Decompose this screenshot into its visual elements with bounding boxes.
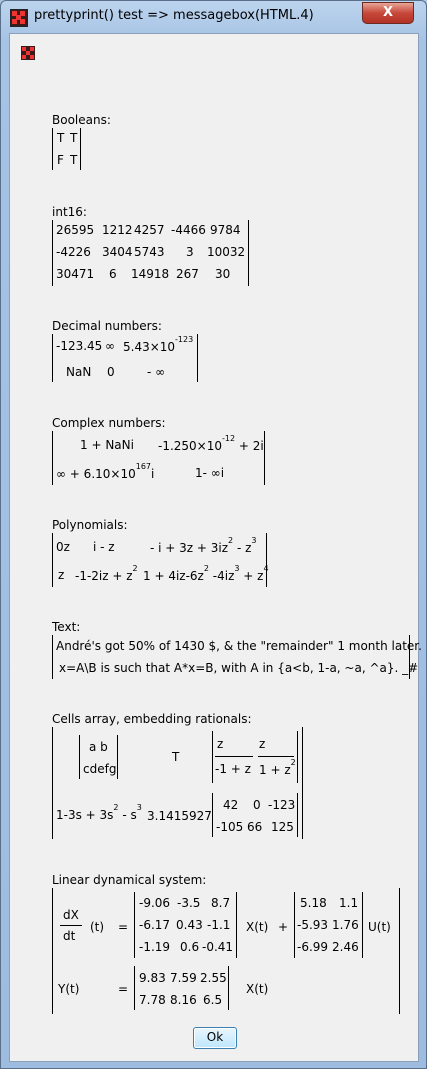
poly-cell: i - z xyxy=(93,540,115,554)
fraction-numerator: z xyxy=(217,737,224,751)
int-cell: 6 xyxy=(109,267,117,281)
text-cell: x=A\B is such that A*x=B, with A in {a<b, 1-a, ~a, ^a}. _# xyxy=(59,661,419,675)
inner-bracket xyxy=(212,793,213,837)
complex-cell: $-1.250\times 10^{-12} + 2i$ xyxy=(158,434,264,453)
derivative-numerator: dX xyxy=(63,908,79,922)
ok-button[interactable]: Ok xyxy=(193,1027,237,1049)
inner-bracket xyxy=(117,735,118,779)
poly-cell: 0z xyxy=(56,540,70,554)
a-cell: -1.1 xyxy=(207,918,231,932)
decimal-cell: - ∞ xyxy=(147,365,166,379)
title-bar[interactable] xyxy=(1,1,426,33)
matrix-bracket xyxy=(52,334,53,382)
int-cell: 267 xyxy=(176,267,199,281)
equals-sign: = xyxy=(118,982,129,996)
inner-bracket xyxy=(79,735,80,779)
bool-cell: T xyxy=(57,131,65,145)
matrix-bracket xyxy=(52,635,53,679)
app-icon xyxy=(10,9,28,27)
message-body xyxy=(9,33,422,1062)
matrix-bracket xyxy=(228,966,229,1010)
content-area xyxy=(10,34,422,1061)
cells-label: Cells array, embedding rationals: xyxy=(52,712,252,726)
poly-cell: $-1-2iz + z^2$ xyxy=(75,564,138,583)
system-bracket xyxy=(399,888,400,1014)
cell-boolean: T xyxy=(172,750,180,764)
cell-number: 3.1415927 xyxy=(147,809,212,823)
polynomials-label: Polynomials: xyxy=(52,518,128,532)
c-cell: 2.55 xyxy=(200,971,227,985)
booleans-label: Booleans: xyxy=(52,113,111,127)
int-cell: 14918 xyxy=(131,267,170,281)
int-cell: 4257 xyxy=(134,223,165,237)
b-cell: 5.18 xyxy=(300,896,327,910)
a-cell: 0.6 xyxy=(180,940,200,954)
rational-cell: -105 xyxy=(216,820,244,834)
matrix-bracket xyxy=(248,220,249,286)
cell-text: a b xyxy=(89,740,108,754)
matrix-bracket xyxy=(264,431,265,485)
int-cell: 26595 xyxy=(56,223,95,237)
inner-bracket xyxy=(297,793,298,837)
text-label: Text: xyxy=(52,620,81,634)
cell-text: cdefg xyxy=(83,762,117,776)
a-cell: 0.43 xyxy=(176,918,203,932)
c-cell: 6.5 xyxy=(203,993,223,1007)
matrix-bracket xyxy=(294,892,295,958)
b-cell: -5.93 xyxy=(297,918,329,932)
int-cell: 30471 xyxy=(56,267,95,281)
decimal-cell: 0 xyxy=(107,365,115,379)
cell-polynomial: $1-3s + 3s^2 - s^3$ xyxy=(56,803,142,822)
int-cell: 1212 xyxy=(102,223,133,237)
rational-cell: 42 xyxy=(223,798,239,812)
input-u: U(t) xyxy=(368,920,391,934)
int-cell: 30 xyxy=(215,267,231,281)
matrix-bracket xyxy=(52,533,53,587)
fraction-numerator: z xyxy=(259,737,266,751)
cell-bracket xyxy=(52,727,53,839)
inner-bracket xyxy=(212,731,213,783)
bool-cell: T xyxy=(70,153,78,167)
bool-cell: T xyxy=(70,131,78,145)
c-cell: 9.83 xyxy=(139,971,166,985)
b-cell: 1.1 xyxy=(339,896,359,910)
cell-bracket xyxy=(302,727,303,839)
int-cell: 10032 xyxy=(207,245,246,259)
system-bracket xyxy=(52,888,53,1014)
decimal-cell: ∞ xyxy=(105,339,115,353)
fraction-line xyxy=(215,756,253,757)
poly-cell: - $i + 3z + 3iz^2 - z^3$ xyxy=(150,536,257,555)
matrix-bracket xyxy=(362,892,363,958)
int-cell: 3404 xyxy=(102,245,133,259)
output-y: Y(t) xyxy=(58,982,80,996)
matrix-bracket xyxy=(236,892,237,958)
fraction-denominator: $1 + z^2$ xyxy=(259,758,296,777)
decimal-cell: -123.45 xyxy=(56,339,103,353)
a-cell: -0.41 xyxy=(202,940,234,954)
matrix-bracket xyxy=(52,431,53,485)
inner-bracket xyxy=(297,731,298,783)
decimal-cell: NaN xyxy=(66,365,92,379)
b-cell: 1.76 xyxy=(332,918,359,932)
fraction-line xyxy=(258,756,294,757)
bool-cell: F xyxy=(57,153,64,167)
decimal-cell: $5.43\times 10^{-123}$ xyxy=(123,335,194,354)
close-button[interactable]: X xyxy=(362,2,414,24)
rational-cell: 66 xyxy=(247,820,263,834)
state-x: X(t) xyxy=(246,982,269,996)
matrix-bracket xyxy=(134,966,135,1010)
int-cell: -4226 xyxy=(56,245,91,259)
decimal-label: Decimal numbers: xyxy=(52,319,162,333)
c-cell: 7.59 xyxy=(170,971,197,985)
matrix-bracket xyxy=(52,128,53,170)
complex-cell: 1 + NaNi xyxy=(80,438,134,452)
a-cell: -9.06 xyxy=(139,896,171,910)
rational-cell: 0 xyxy=(253,798,261,812)
equals-sign: = xyxy=(118,920,129,934)
text-cell: André's got 50% of 1430 $, & the "remainder" 1 month later. xyxy=(56,639,422,653)
a-cell: 8.7 xyxy=(211,896,231,910)
int-cell: 9784 xyxy=(210,223,241,237)
complex-cell: 1- ∞i xyxy=(195,466,225,480)
int16-label: int16: xyxy=(52,205,87,219)
fraction-line xyxy=(60,925,82,926)
window-title: prettyprint() test => messagebox(HTML.4) xyxy=(34,8,314,23)
matrix-bracket xyxy=(52,220,53,286)
matrix-bracket xyxy=(197,334,198,382)
int-cell: 3 xyxy=(186,245,194,259)
rational-cell: -123 xyxy=(268,798,296,812)
c-cell: 8.16 xyxy=(170,993,197,1007)
b-cell: 2.46 xyxy=(332,940,359,954)
c-cell: 7.78 xyxy=(139,993,166,1007)
complex-label: Complex numbers: xyxy=(52,416,166,430)
int-cell: 5743 xyxy=(134,245,165,259)
matrix-bracket xyxy=(134,892,135,958)
fraction-denominator: -1 + z xyxy=(215,762,251,776)
poly-cell: z xyxy=(58,568,65,582)
plus-sign: + xyxy=(278,920,289,934)
a-cell: -6.17 xyxy=(139,918,171,932)
int-cell: -4466 xyxy=(171,223,206,237)
derivative-denominator: dt xyxy=(63,929,76,943)
matrix-bracket xyxy=(80,128,81,170)
b-cell: -6.99 xyxy=(297,940,329,954)
state-x: X(t) xyxy=(246,920,269,934)
a-cell: -1.19 xyxy=(139,940,171,954)
a-cell: -3.5 xyxy=(177,896,201,910)
rational-cell: 125 xyxy=(271,820,294,834)
time-arg: (t) xyxy=(90,920,105,934)
complex-cell: ∞ + $6.10\times 10^{167}i$ xyxy=(56,462,155,481)
poly-cell: $1 + 4iz-6z^2$ $-4iz^3 + z^4$ xyxy=(143,564,269,583)
lds-label: Linear dynamical system: xyxy=(52,873,207,887)
